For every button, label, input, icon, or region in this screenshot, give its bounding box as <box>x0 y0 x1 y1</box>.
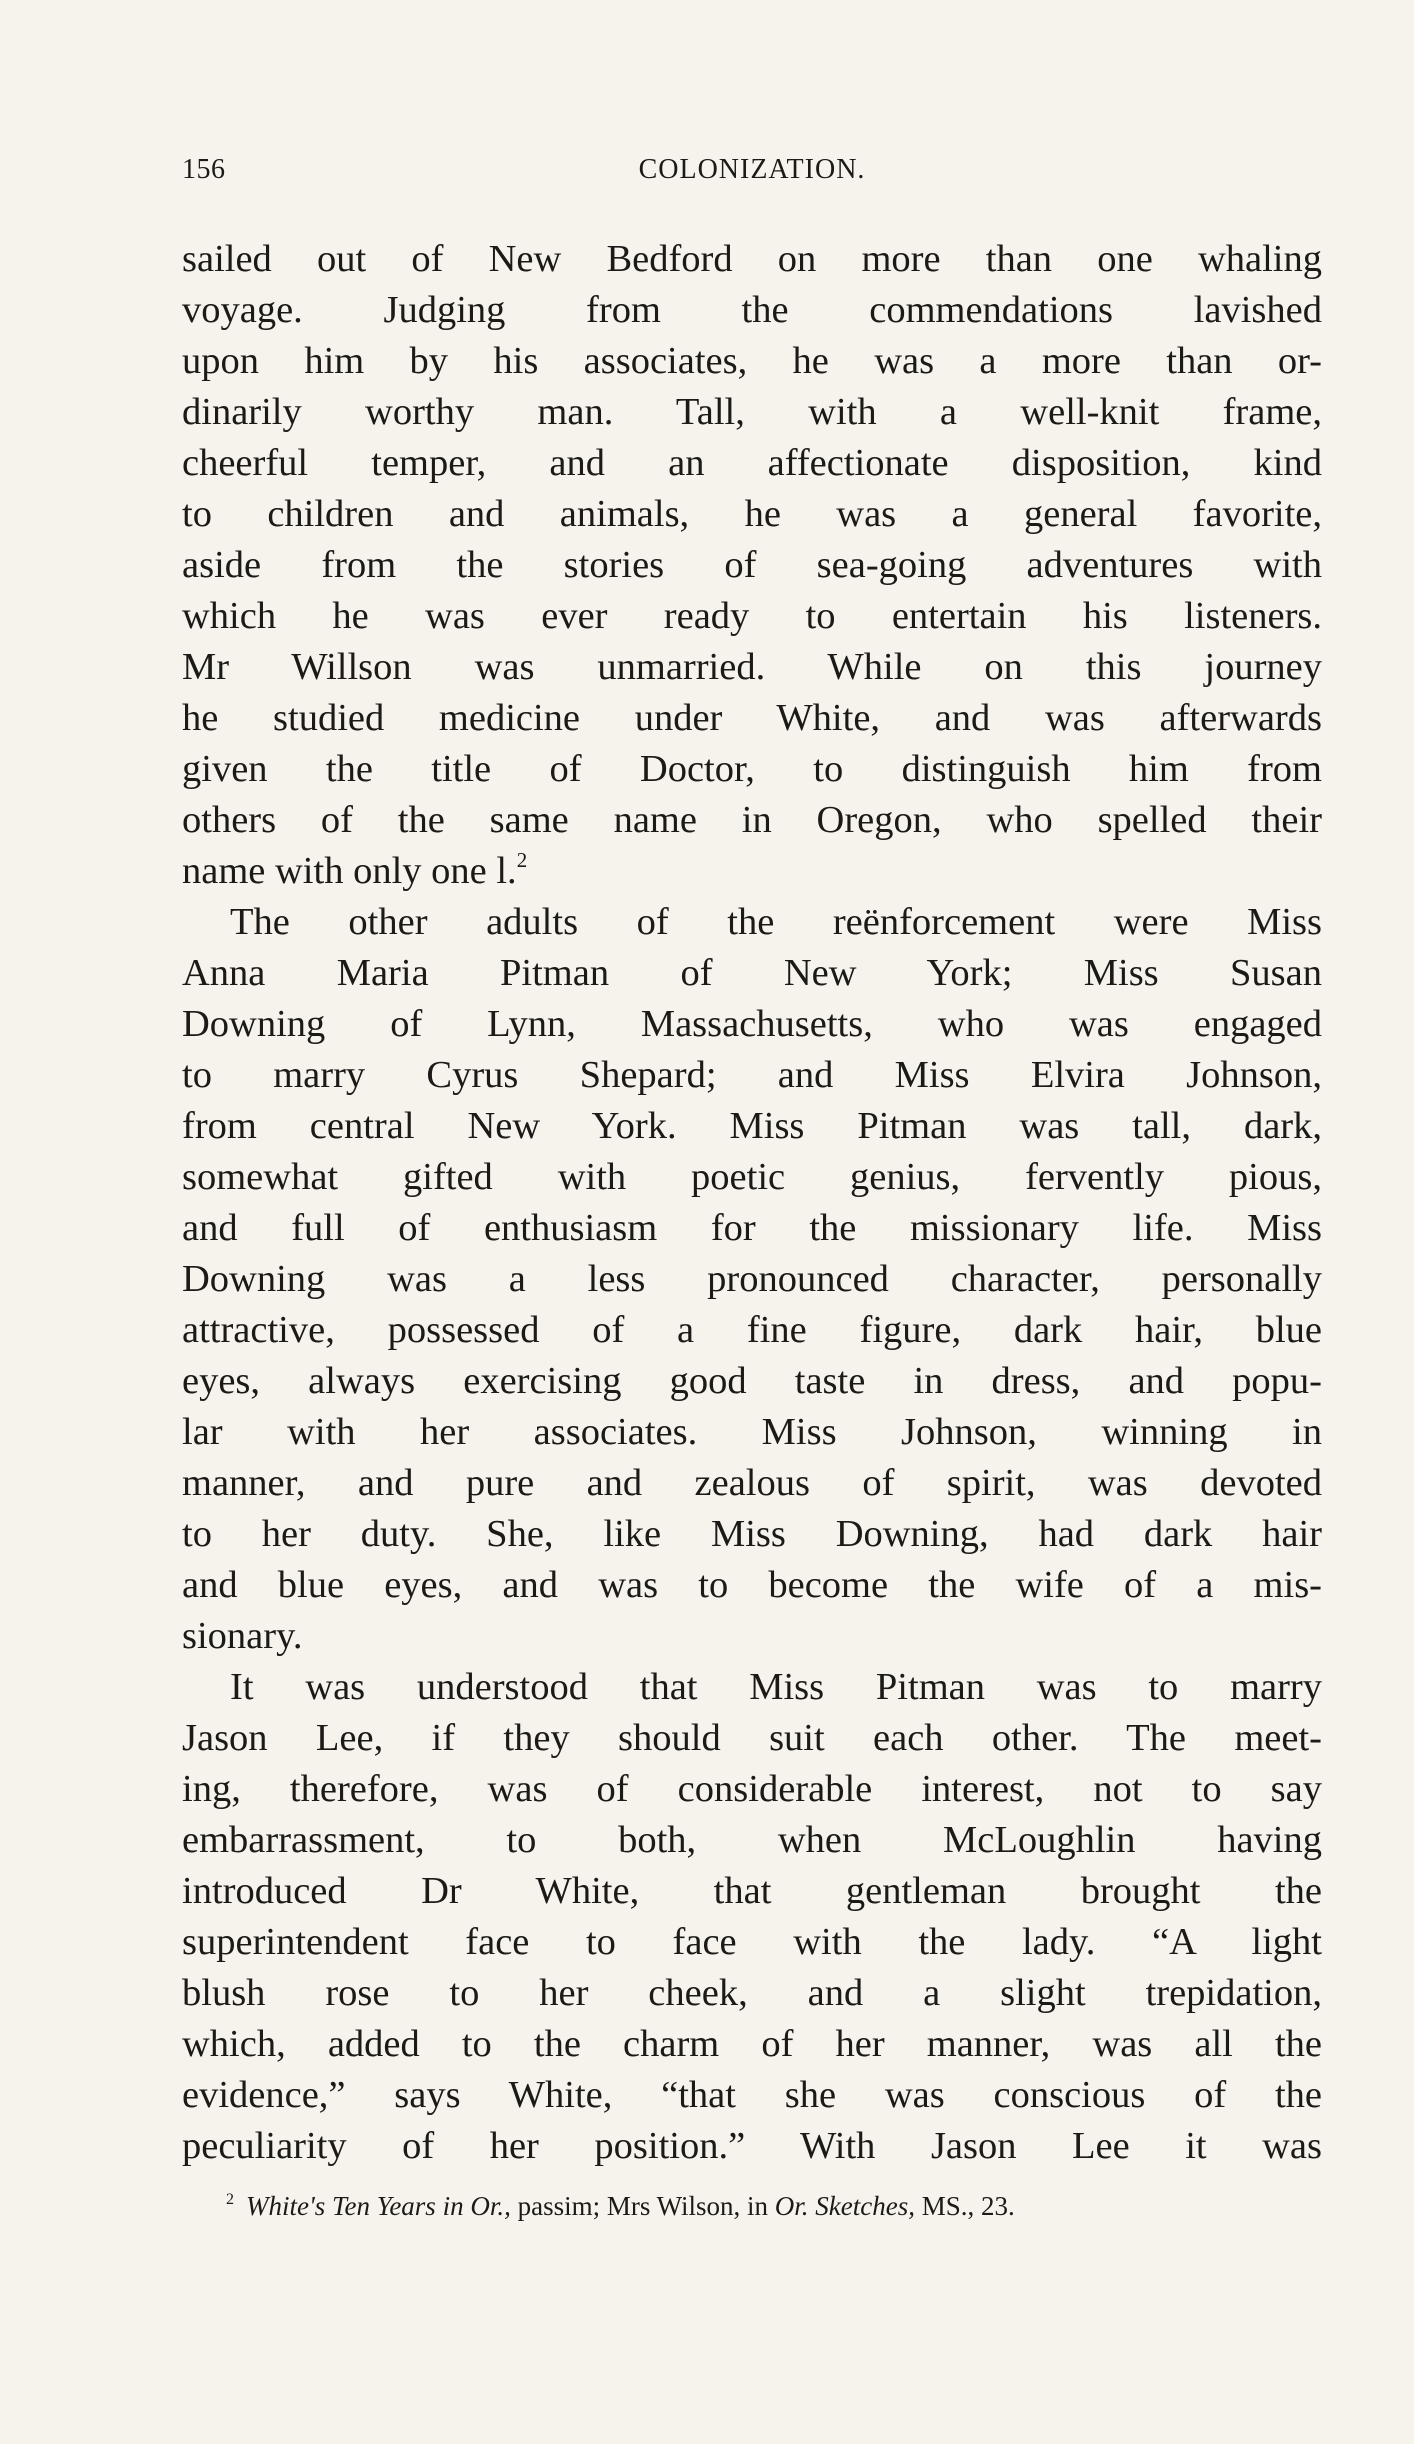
text-line: aside from the stories of sea-going adventures with <box>182 544 1322 586</box>
text-line: embarrassment, to both, when McLoughlin having <box>182 1819 1322 1861</box>
footnote-source-title: Or. Sketches, <box>774 2191 915 2221</box>
text-line: Downing was a less pronounced character, personally <box>182 1258 1322 1300</box>
footnote <box>226 2188 1326 2224</box>
text-line: sionary. <box>182 1615 303 1657</box>
text-line: and full of enthusiasm for the missionary life. Miss <box>182 1207 1322 1249</box>
footnote-text-end: MS., 23. <box>915 2191 1015 2221</box>
text-line-content: name with only one l. <box>182 850 517 892</box>
text-line: he studied medicine under White, and was afterwards <box>182 697 1322 739</box>
text-line: voyage. Judging from the commendations lavished <box>182 289 1322 331</box>
page-number: 156 <box>182 154 226 185</box>
text-line: which, added to the charm of her manner, was all the <box>182 2023 1322 2065</box>
text-line-with-footnote-ref <box>182 846 1322 897</box>
text-line: attractive, possessed of a fine figure, dark hair, blue <box>182 1309 1322 1351</box>
text-line: introduced Dr White, that gentleman brought the <box>182 1870 1322 1912</box>
running-head <box>182 154 1322 190</box>
text-line: to marry Cyrus Shepard; and Miss Elvira Johnson, <box>182 1054 1322 1096</box>
text-line: manner, and pure and zealous of spirit, was devoted <box>182 1462 1322 1504</box>
text-line: to children and animals, he was a general favorite, <box>182 493 1322 535</box>
text-line: given the title of Doctor, to distinguish him from <box>182 748 1322 790</box>
footnote-reference: 2 <box>516 848 528 872</box>
footnote-work-title: White's Ten Years in Or., <box>246 2191 511 2221</box>
text-line: upon him by his associates, he was a more than or- <box>182 340 1322 382</box>
text-line: dinarily worthy man. Tall, with a well-knit frame, <box>182 391 1322 433</box>
text-line: Jason Lee, if they should suit each other. The meet- <box>182 1717 1322 1759</box>
text-line: lar with her associates. Miss Johnson, winning in <box>182 1411 1322 1453</box>
text-line: sailed out of New Bedford on more than one whaling <box>182 238 1322 280</box>
text-line: somewhat gifted with poetic genius, fervently pious, <box>182 1156 1322 1198</box>
text-line: Downing of Lynn, Massachusetts, who was engaged <box>182 1003 1322 1045</box>
text-line: Mr Willson was unmarried. While on this journey <box>182 646 1322 688</box>
text-line: cheerful temper, and an affectionate disposition, kind <box>182 442 1322 484</box>
text-line: ing, therefore, was of considerable interest, not to say <box>182 1768 1322 1810</box>
text-line: eyes, always exercising good taste in dress, and popu- <box>182 1360 1322 1402</box>
text-line: superintendent face to face with the lady. “A light <box>182 1921 1322 1963</box>
text-line: others of the same name in Oregon, who spelled their <box>182 799 1322 841</box>
text-line: to her duty. She, like Miss Downing, had dark hair <box>182 1513 1322 1555</box>
footnote-marker: 2 <box>226 2191 234 2208</box>
body-text <box>182 234 1322 2172</box>
text-line: blush rose to her cheek, and a slight trepidation, <box>182 1972 1322 2014</box>
text-line: evidence,” says White, “that she was conscious of the <box>182 2074 1322 2116</box>
text-line: from central New York. Miss Pitman was tall, dark, <box>182 1105 1322 1147</box>
paragraph-start-line: It was understood that Miss Pitman was to marry <box>230 1666 1322 1708</box>
text-line: which he was ever ready to entertain his listeners. <box>182 595 1322 637</box>
paragraph-start-line: The other adults of the reënforcement were Miss <box>230 901 1322 943</box>
footnote-text: passim; Mrs Wilson, in <box>510 2191 775 2221</box>
text-line: peculiarity of her position.” With Jason Lee it was <box>182 2125 1322 2167</box>
running-title: COLONIZATION. <box>638 154 866 185</box>
text-line: and blue eyes, and was to become the wife of a mis- <box>182 1564 1322 1606</box>
text-line: Anna Maria Pitman of New York; Miss Susan <box>182 952 1322 994</box>
